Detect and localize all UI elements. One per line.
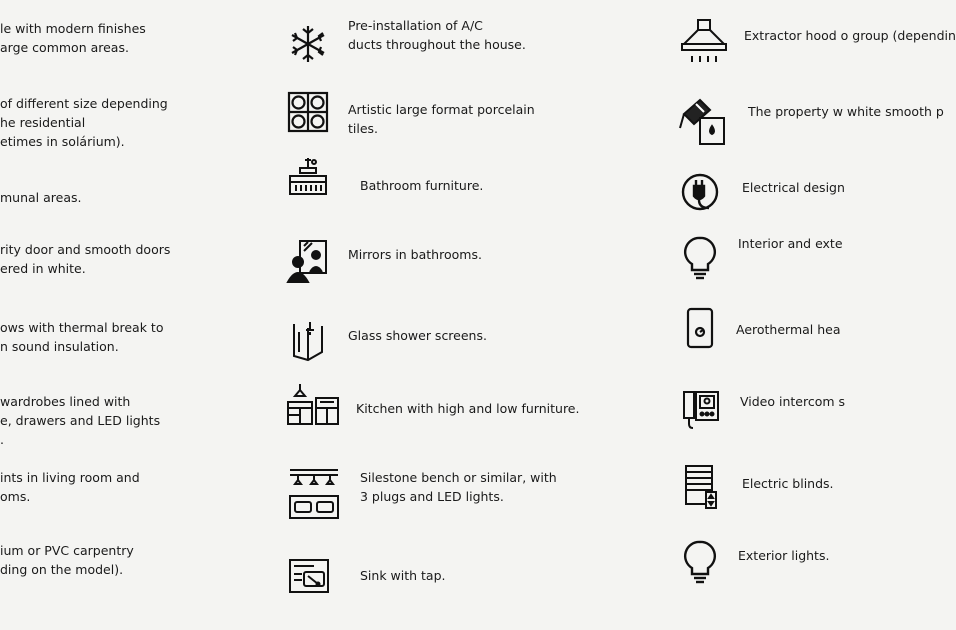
shower-screen-icon xyxy=(286,318,330,362)
kitchen-icon xyxy=(286,382,342,426)
feature-text: Glass shower screens. xyxy=(348,328,487,343)
feature-text: Aerothermal hea xyxy=(736,322,841,337)
feature-text: Exterior lights. xyxy=(738,548,830,563)
feature-text: ows with thermal break to n sound insulation. xyxy=(0,320,164,354)
sink-icon xyxy=(286,554,330,598)
right-column xyxy=(676,0,956,630)
feature-text: Extractor hood o group (dependin xyxy=(744,28,956,43)
feature-text: le with modern finishes arge common areas. xyxy=(0,21,146,55)
feature-text: Video intercom s xyxy=(740,394,846,409)
paint-bucket-icon xyxy=(678,94,730,138)
feature-text: Bathroom furniture. xyxy=(360,178,484,193)
blinds-icon xyxy=(678,462,722,506)
feature-text: Kitchen with high and low furniture. xyxy=(356,401,580,416)
snowflake-icon xyxy=(286,22,330,66)
feature-text: Silestone bench or similar, with 3 plugs and LED lights. xyxy=(360,470,557,504)
middle-column xyxy=(282,0,672,630)
exterior-light-icon xyxy=(678,538,722,582)
water-heater-icon xyxy=(678,306,722,350)
bench-lights-icon xyxy=(286,466,342,510)
feature-text: Mirrors in bathrooms. xyxy=(348,247,482,262)
feature-text: Sink with tap. xyxy=(360,568,446,583)
feature-text: of different size depending he residential etimes in solárium). xyxy=(0,96,168,149)
tiles-icon xyxy=(286,90,330,134)
bathroom-furniture-icon xyxy=(286,154,330,198)
left-column xyxy=(0,0,280,630)
feature-text: The property w white smooth p xyxy=(748,104,944,119)
feature-text: Electrical design xyxy=(742,180,845,195)
feature-text: Pre-installation of A/C ducts throughout the house. xyxy=(348,18,526,52)
feature-text: wardrobes lined with e, drawers and LED lights . xyxy=(0,394,161,447)
feature-text: Interior and exte xyxy=(738,236,843,251)
feature-text: ium or PVC carpentry ding on the model). xyxy=(0,543,134,577)
feature-text: Artistic large format porcelain tiles. xyxy=(348,102,535,136)
feature-text: rity door and smooth doors ered in white. xyxy=(0,242,171,276)
feature-text: ints in living room and oms. xyxy=(0,470,140,504)
light-bulb-icon xyxy=(678,234,722,278)
feature-text: munal areas. xyxy=(0,190,82,205)
feature-text: Electric blinds. xyxy=(742,476,834,491)
extractor-hood-icon xyxy=(678,18,730,62)
intercom-icon xyxy=(678,388,722,432)
mirror-icon xyxy=(286,238,330,282)
plug-icon xyxy=(678,170,722,214)
